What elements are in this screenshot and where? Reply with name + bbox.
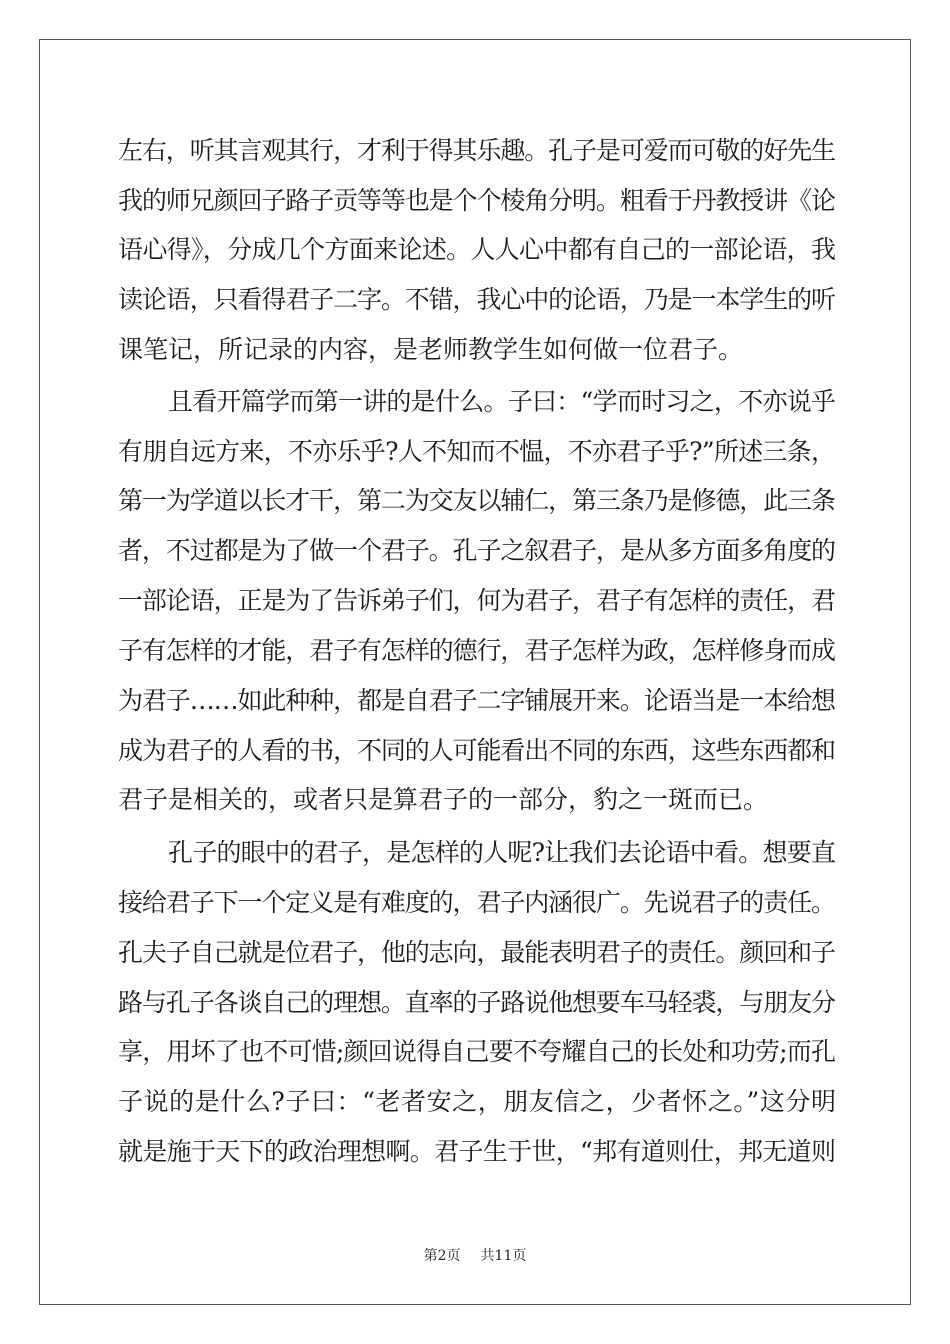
text-line: 我的师兄颜回子路子贡等等也是个个棱角分明。粗看于丹教授讲《论 [118, 186, 835, 215]
text-line: 子有怎样的才能，君子有怎样的德行，君子怎样为政，怎样修身而成 [118, 636, 835, 665]
page-footer [0, 1246, 950, 1266]
text-line: 左右，听其言观其行，才利于得其乐趣。孔子是可爱而可敬的好先生 [118, 136, 835, 165]
paragraph-start-line: 孔子的眼中的君子，是怎样的人呢?让我们去论语中看。想要直 [168, 838, 836, 867]
text-line: 一部论语，正是为了告诉弟子们，何为君子，君子有怎样的责任，君 [118, 586, 835, 615]
text-line: 课笔记，所记录的内容，是老师教学生如何做一位君子。 [118, 335, 744, 364]
paragraph-start-line: 且看开篇学而第一讲的是什么。子曰：“学而时习之，不亦说乎 [168, 387, 836, 416]
text-line: 就是施于天下的政治理想啊。君子生于世，“邦有道则仕，邦无道则 [118, 1137, 836, 1166]
text-line: 语心得》，分成几个方面来论述。人人心中都有自己的一部论语，我 [118, 235, 836, 264]
text-line: 者，不过都是为了做一个君子。孔子之叙君子，是从多方面多角度的 [118, 536, 835, 565]
text-line: 君子是相关的，或者只是算君子的一部分，豹之一斑而已。 [118, 785, 769, 814]
text-line: 第一为学道以长才干，第二为交友以辅仁，第三条乃是修德，此三条 [118, 486, 835, 515]
text-line: 孔夫子自己就是位君子，他的志向，最能表明君子的责任。颜回和子 [118, 938, 835, 967]
text-line: 接给君子下一个定义是有难度的，君子内涵很广。先说君子的责任。 [118, 888, 835, 917]
page-total: 共11页 [480, 1248, 527, 1264]
text-line: 成为君子的人看的书，不同的人可能看出不同的东西，这些东西都和 [118, 736, 835, 765]
text-line: 为君子……如此种种，都是自君子二字铺展开来。论语当是一本给想 [118, 686, 835, 715]
text-line: 子说的是什么?子曰：“老者安之，朋友信之，少者怀之。”这分明 [118, 1087, 836, 1116]
text-line: 路与孔子各谈自己的理想。直率的子路说他想要车马轻裘，与朋友分 [118, 988, 835, 1017]
text-line: 有朋自远方来，不亦乐乎?人不知而不愠，不亦君子乎?”所述三条， [118, 437, 836, 466]
text-line: 享，用坏了也不可惜;颜回说得自己要不夸耀自己的长处和功劳;而孔 [118, 1037, 836, 1066]
text-line: 读论语，只看得君子二字。不错，我心中的论语，乃是一本学生的听 [118, 285, 835, 314]
page-number: 第2页 [423, 1248, 461, 1264]
